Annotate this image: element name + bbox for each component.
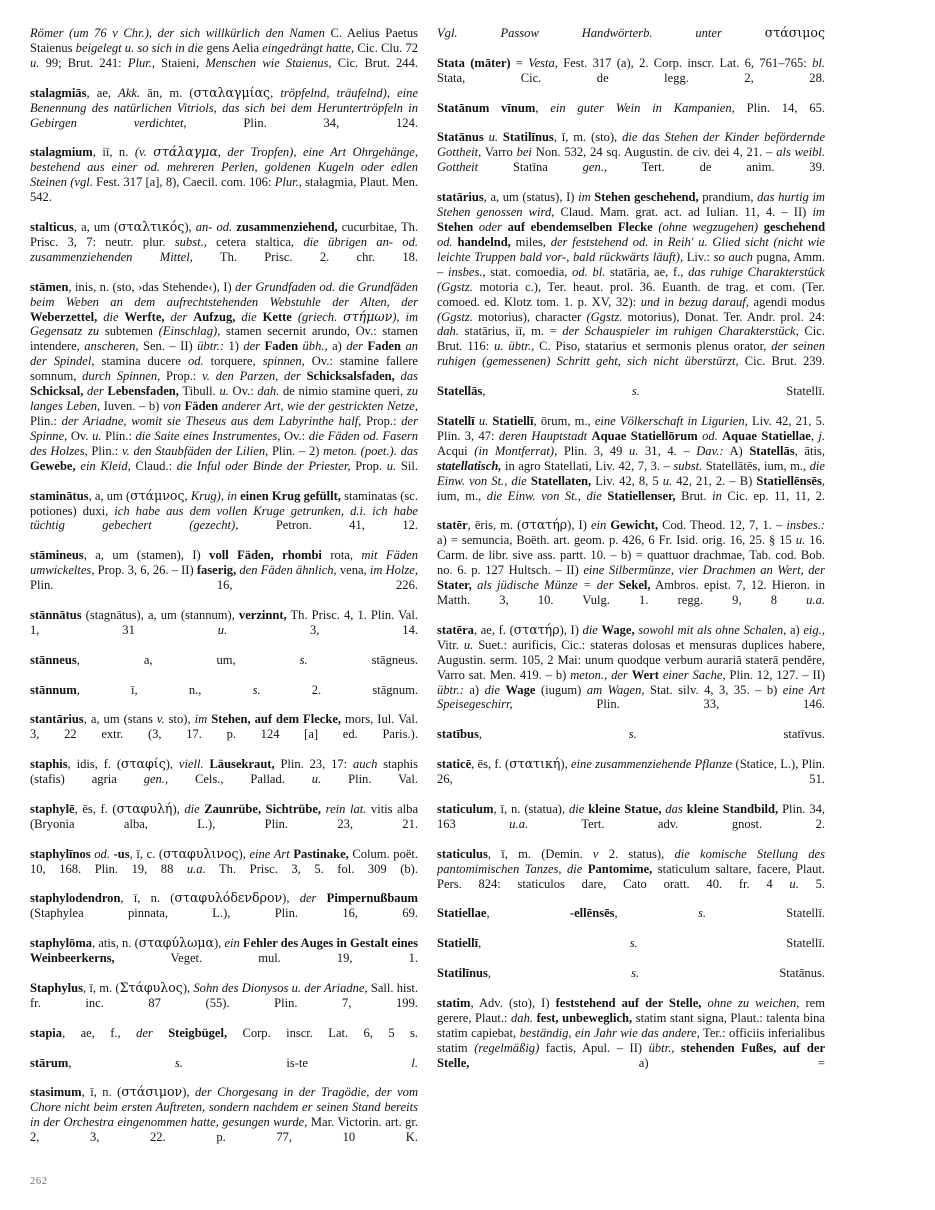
dictionary-entry: statēra, ae, f. (στατήρ), I) die Wage, sowohl mit als ohne Schalen, a) eig., Vitr. u. Suet.: aurificis, Cic.: stateras dolosas et mensuras duplices habere, Augustin. serm. 105, 2 Mai: unum quodque verbum aurariā staterā pendĕre, Varro sat. Men. 419. – b) meton., der Wert einer Sache, Plin. 12, 127. – II) übtr.: a) die Wage (iugum) am Wagen, Stat. silv. 4, 3, 35. – b) eine Art Speisegeschirr, Plin. 33, 146. [437,621,825,712]
dictionary-entry: Statānum vīnum, ein guter Wein in Kampanien, Plin. 14, 65. [437,100,825,115]
dictionary-entry: staphis, idis, f. (σταφίς), viell. Läusekraut, Plin. 23, 17: auch staphis (stafis) agria gen., Cels., Pallad. u. Plin. Val. [30,756,419,787]
dictionary-entry: Statiellī, s. Statellī. [437,936,825,951]
page-number: 262 [30,1176,48,1187]
dictionary-entry: staphylē, ēs, f. (σταφυλή), die Zaunrübe, Sichtrübe, rein lat. vitis alba (Bryonia alba, L.), Plin. 23, 21. [30,800,419,831]
two-column-text-body [0,26,935,1160]
dictionary-entry: statārius, a, um (status), I) im Stehen geschehend, prandium, das hurtig im Stehen genossen wird, Claud. Mam. grat. act. ad Iulian. 11, 4. – II) im Stehen oder auf ebendemselben Flecke (ohne wegzugehen) geschehend od. handelnd, miles, der feststehend od. in Reih' u. Glied sicht (nicht wie leichte Truppen bald vor-, bald rückwärts läuft), Liv.: so auch pugna, Amm. – insbes., stat. comoedia, od. bl. statāria, ae, f., das ruhige Charakterstück (Ggstz. motoria c.), Ter. heaut. prol. 36. Euanth. de trag. et com. (Ter. comoed. ed. Klotz tom. 1. p. XV, 32): und in bezug darauf, agendi modus (Ggstz. motorius), character (Ggstz. motorius), Donat. Ter. Andr. prol. 24: dah. statārius, iī, m. = der Schauspieler im ruhigen Charakterstück, Cic. Brut. 116: u. übtr., C. Piso, statarius et sermonis plenus orator, der seinen ruhigen (gemessenen) Schritt geht, sich nicht überstürzt, Cic. Brut. 239. [437,190,826,369]
dictionary-entry: Statānus u. Statilīnus, ī, m. (sto), die das Stehen der Kinder befördernde Gottheit, Varro bei Non. 532, 24 sq. Augustin. de civ. dei 4, 21. – als weibl. Gottheit Statīna gen., Tert. de anim. 39. [437,130,826,175]
dictionary-entry: Statilīnus, s. Statānus. [437,966,825,981]
dictionary-entry: stapia, ae, f., der Steigbügel, Corp. inscr. Lat. 6, 5 s. [30,1025,418,1040]
dictionary-entry: stānnātus (stagnātus), a, um (stannum), verzinnt, Th. Prisc. 4, 1. Plin. Val. 1, 31 u. 3, 14. [30,607,419,637]
dictionary-entry: stalagmium, iī, n. (v. στάλαγμα, der Tropfen), eine Art Ohrgehänge, bestehend aus einer od. mehreren Perlen, goldenen Kugeln oder edlen Steinen (vgl. Fest. 317 [a], 8), Caecil. com. 106: Plur., stalagmia, Plaut. Men. 542. [30,144,418,205]
dictionary-entry: Statiellae, -ellēnsēs, s. Statellī. [437,906,825,921]
dictionary-entry: stāmen, inis, n. (sto, ›das Stehende‹), I) der Grundfaden od. die Grundfäden beim Weben an dem aufrechtstehenden Webstuhle der Alten, der Weberzettel, die Werfte, der Aufzug, die Kette (griech. στήμων), im Gegensatz zu subtemen (Einschlag), stamen secernit arundo, Ov.: stamen intendere, anscheren, Sen. – II) übtr.: 1) der Faden übh., a) der Faden an der Spindel, stamina ducere od. torquere, spinnen, Ov.: stamine fallere somnum, durch Spinnen, Prop.: v. den Parzen, der Schicksalsfaden, das Schicksal, der Lebensfaden, Tibull. u. Ov.: dah. de nimio stamine queri, zu langes Leben, Iuven. – b) von Fäden anderer Art, wie der gestrickten Netze, Plin.: der Ariadne, womit sie Theseus aus dem Labyrinthe half, Prop.: der Spinne, Ov. u. Plin.: die Saite eines Instrumentes, Ov.: die Fäden od. Fasern des Holzes, Plin.: v. den Staubfäden der Lilien, Plin. – 2) meton. (poet.). das Gewebe, ein Kleid, Claud.: die Inful oder Binde der Priester, Prop. u. Sil. [30,279,419,473]
right-text-column [437,26,825,1085]
dictionary-entry: staphylīnos od. -us, ī, c. (σταφυλινος), eine Art Pastinake, Colum. poët. 10, 168. Plin. 19, 88 u.a. Th. Prisc. 3, 5. fol. 309 (b). [30,845,419,876]
dictionary-entry: statim, Adv. (sto), I) feststehend auf der Stelle, ohne zu weichen, rem gerere, Plaut.: dah. fest, unbeweglich, statim stant signa, Plaut.: talenta bina statim capiebat, beständig, ein Jahr wie das andere, Ter.: officiis inferialibus statim (regelmäßig) factis, Apul. – II) übtr., stehenden Fußes, auf der Stelle, a) = [437,995,826,1070]
dictionary-entry: staphylōma, atis, n. (σταφύλωμα), ein Fehler des Auges in Gestalt eines Weinbeerkerns, Veget. mul. 19, 1. [30,935,418,966]
entry-continuation: Römer (um 76 v Chr.), der sich willkürlich den Namen C. Aelius Paetus Staienus beigelegt u. so sich in die gens Aelia eingedrängt hatte, Cic. Clu. 72 u. 99; Brut. 241: Plur., Staieni, Menschen wie Staienus, Cic. Brut. 244. [30,26,418,70]
dictionary-entry: staticulus, ī, m. (Demin. v 2. status), die komische Stellung des pantomimischen Tanzes, die Pantomime, staticulum saltare, facere, Plaut. Pers. 824: staticulos dare, Cato oratt. 40. fr. 4 u. 5. [437,846,825,891]
dictionary-entry: Statellī u. Statiellī, ōrum, m., eine Völkerschaft in Ligurien, Liv. 42, 21, 5. Plin. 3, 47: deren Hauptstadt Aquae Statiellōrum od. Aquae Statiellae, j. Acqui (in Montferrat), Plin. 3, 49 u. 31, 4. – Dav.: A) Statellās, ātis, statellatisch, in agro Statellati, Liv. 42, 7, 3. – subst. Statellātēs, ium, m., die Einw. von St., die Statellaten, Liv. 42, 8, 5 u. 42, 21, 2. – B) Statiellēnsēs, ium, m., die Einw. von St., die Statiellenser, Brut. in Cic. ep. 11, 11, 2. [437,413,826,503]
dictionary-entry: stalticus, a, um (σταλτικός), an- od. zusammenziehend, cucurbitae, Th. Prisc. 3, 7: neutr. plur. subst., cetera staltica, die übrigen an- od. zusammenziehenden Mittel, Th. Prisc. 2. chr. 18. [30,218,419,264]
dictionary-entry: Statellās, s. Statellī. [437,384,825,399]
dictionary-entry: staticē, ēs, f. (στατική), eine zusammenziehende Pflanze (Statice, L.), Plin. 26, 51. [437,756,826,787]
dictionary-entry: Staphylus, ī, m. (Στάφυλος), Sohn des Dionysos u. der Ariadne, Sall. hist. fr. inc. 87 (55). Plin. 7, 199. [30,980,419,1010]
dictionary-entry: stasimum, ī, n. (στάσιμον), der Chorgesang in der Tragödie, der vom Chore nicht beim ersten Auftreten, sondern nachdem er seinen Stand bereits in der Orchestra eingenommen hatte, gesungen wurde, Mar. Victorin. art. gr. 2, 3, 22. p. 77, 10 K. [30,1084,418,1145]
dictionary-entry: staticulum, ī, n. (statua), die kleine Statue, das kleine Standbild, Plin. 34, 163 u.a. Tert. adv. gnost. 2. [437,801,826,831]
dictionary-entry: stānnum, ī, n., s. 2. stāgnum. [30,682,419,697]
dictionary-entry: staminātus, a, um (στάμνος, Krug), in einen Krug gefüllt, staminatas (sc. potiones) duxi, ich habe aus dem vollen Kruge getrunken, d.i. ich habe tüchtig gebechert (gezecht), Petron. 41, 12. [30,487,418,533]
entry-continuation: Vgl. Passow Handwörterb. unter στάσιμος [437,25,825,40]
dictionary-entry: Stata (māter) = Vesta, Fest. 317 (a), 2. Corp. inscr. Lat. 6, 761–765: bl. Stata, Cic. de legg. 2, 28. [437,55,825,85]
dictionary-entry: stārum, s. is-te l. [30,1055,418,1070]
left-text-column [30,26,418,1160]
dictionary-entry: statībus, s. statīvus. [437,727,825,742]
dictionary-entry: stānneus, a, um, s. stāgneus. [30,652,418,667]
dictionary-entry: stalagmiās, ae, Akk. ān, m. (σταλαγμίας, tröpfelnd, träufelnd), eine Benennung des natürlichen Vitriols, das sich bei dem Heruntertröpfeln in Gebirgen verdichtet, Plin. 34, 124. [30,84,419,130]
dictionary-entry: statēr, ēris, m. (στατήρ), I) ein Gewicht, Cod. Theod. 12, 7, 1. – insbes.: a) = semuncia, Boëth. art. geom. p. 426, 6 Fr. Isid. orig. 16, 25. § 15 u. 16. Carm. de libr. sive ass. partt. 10. – b) = quattuor drachmae, Tab. cod. Bob. no. 6. p. 127 Hultsch. – II) eine Silbermünze, vier Drachmen an Wert, der Stater, als jüdische Münze = der Sekel, Ambros. epist. 7, 12. Hieron. in Matth. 3, 10. Vulg. 1. regg. 9, 8 u.a. [437,517,826,608]
dictionary-entry: stantārius, a, um (stans v. sto), im Stehen, auf dem Flecke, mors, Iul. Val. 3, 22 extr. (3, 17. p. 124 [a] ed. Paris.). [30,712,418,742]
dictionary-entry: stāmineus, a, um (stamen), I) voll Fäden, rhombi rota, mit Fäden umwickeltes, Prop. 3, 6, 26. – II) faserig, den Fäden ähnlich, vena, im Holze, Plin. 16, 226. [30,548,419,593]
dictionary-entry: staphylodendron, ī, n. (σταφυλόδενδρον), der Pimpernußbaum (Staphylea pinnata, L.), Plin. 16, 69. [30,890,419,921]
